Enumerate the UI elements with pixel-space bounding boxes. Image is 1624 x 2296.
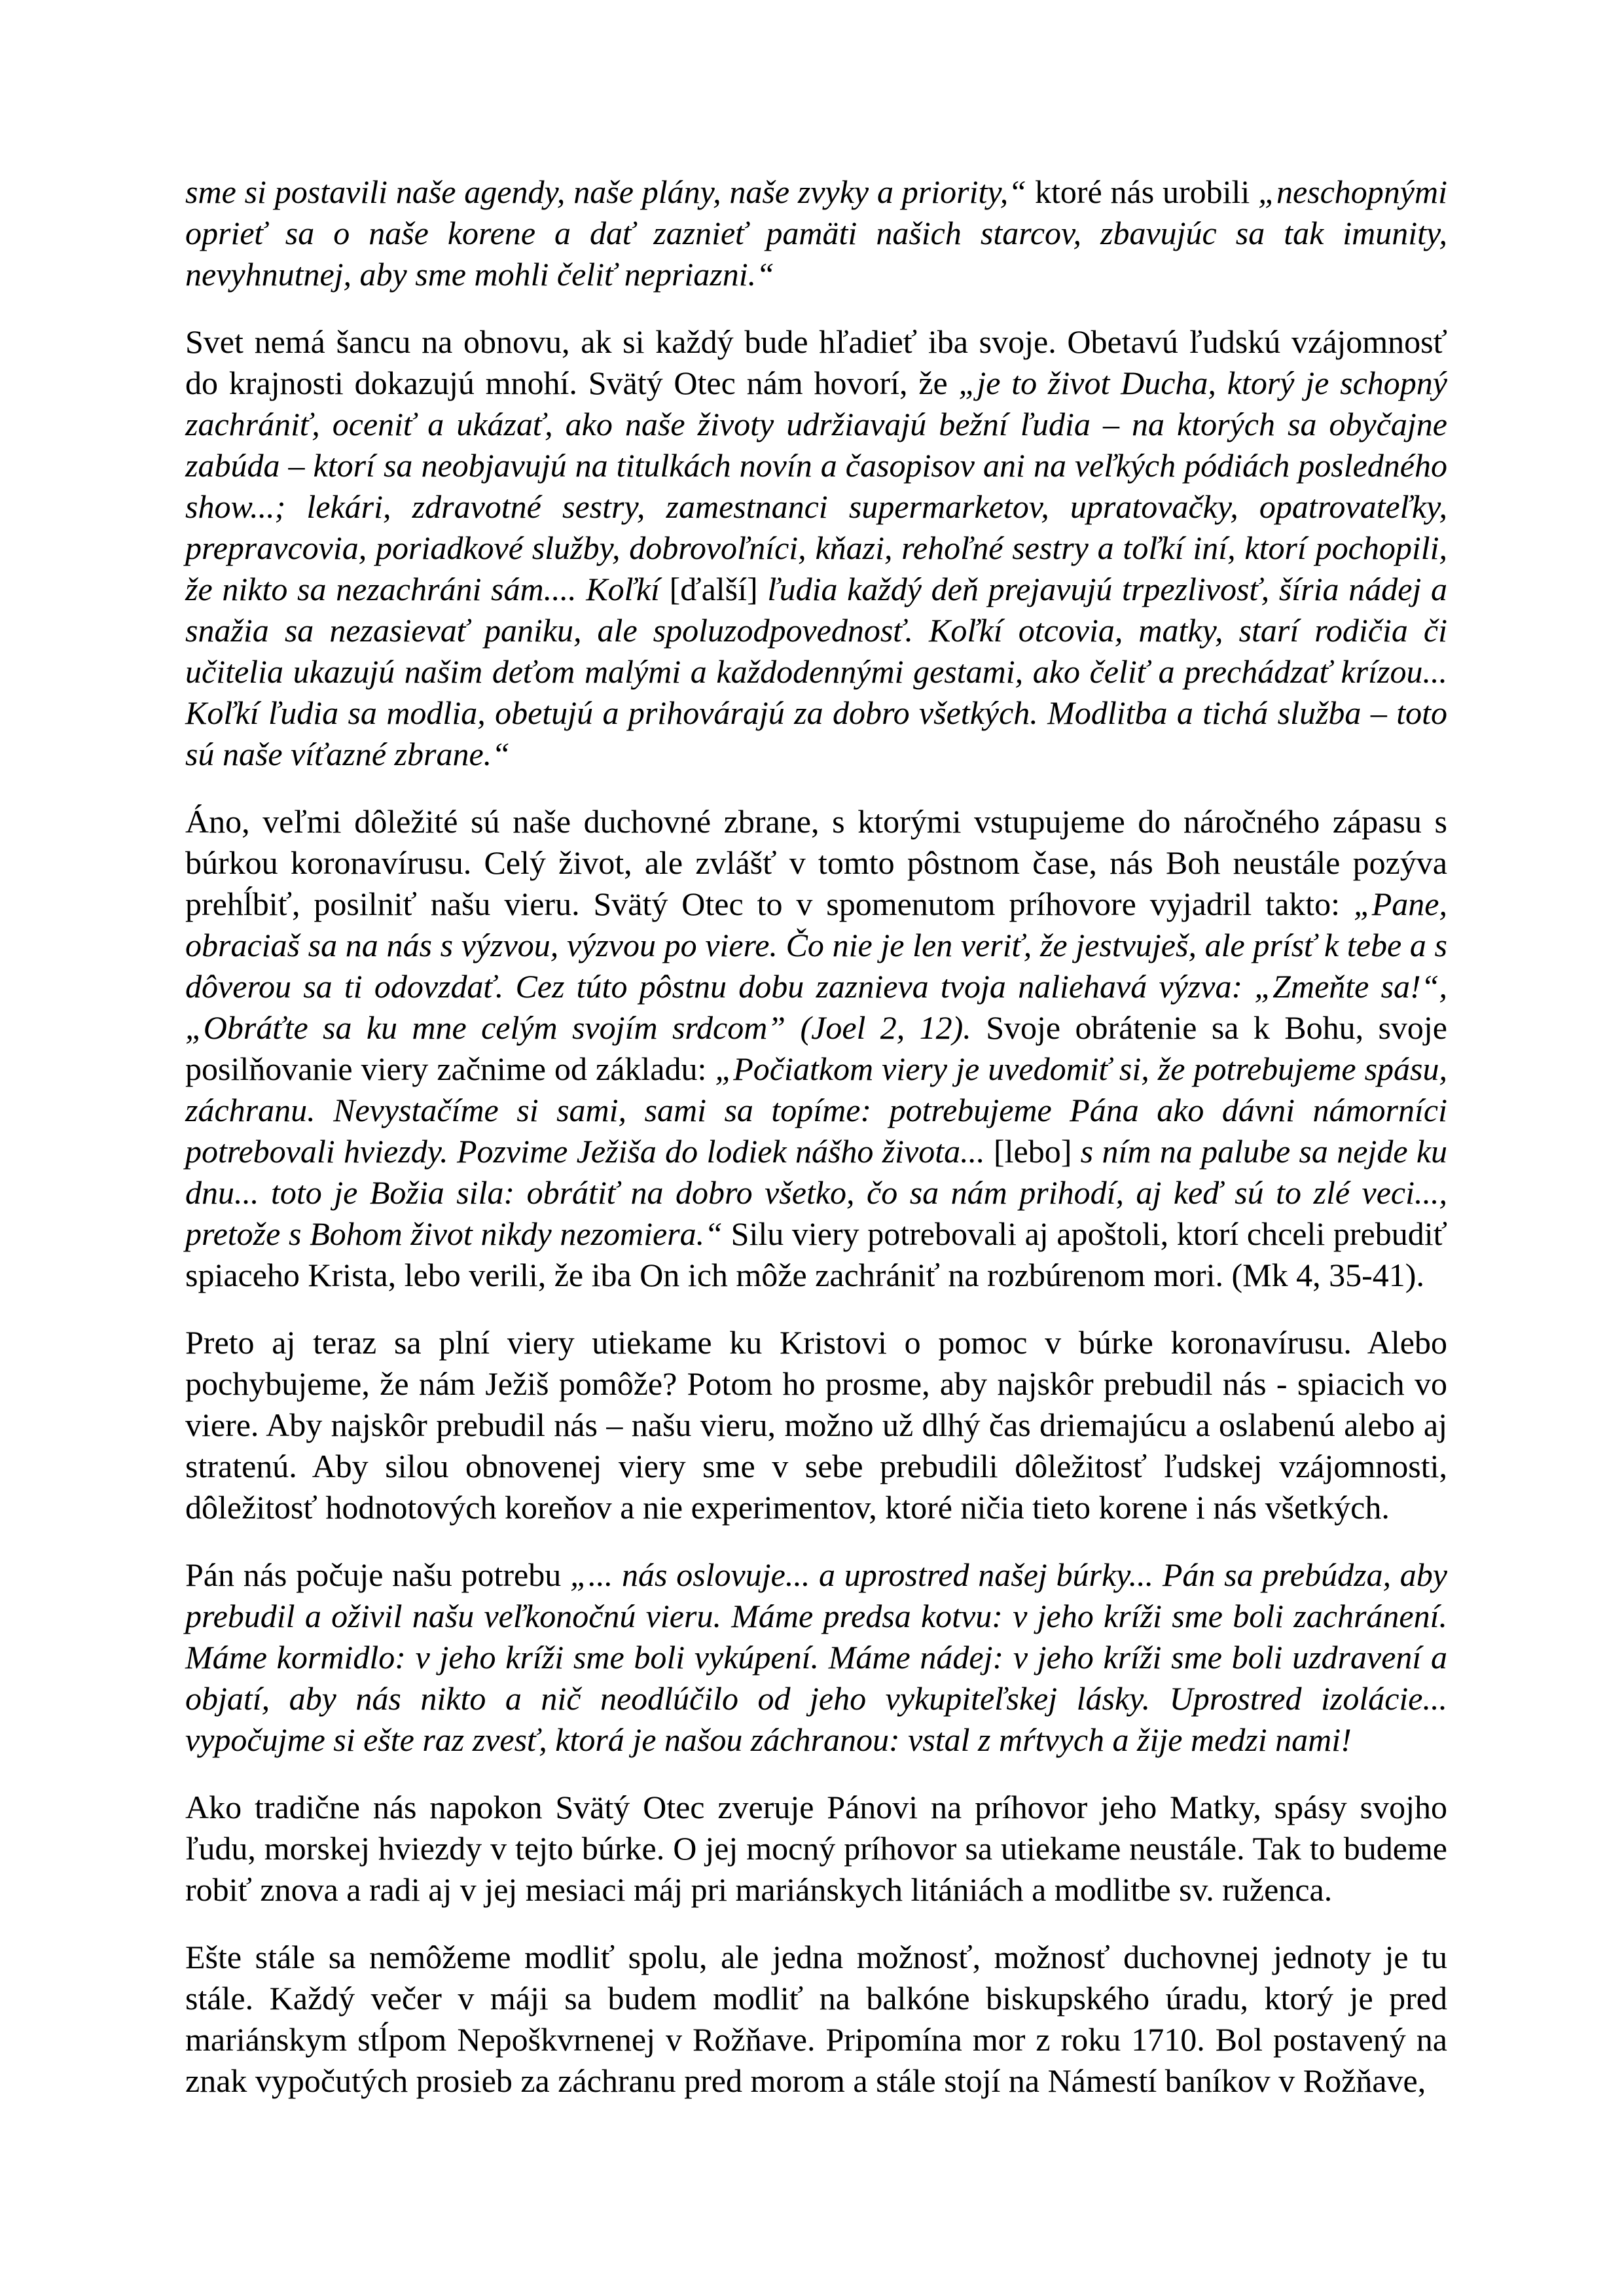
document-body <box>185 171 1447 2128</box>
text-run-italic: „Pane, obraciaš sa na nás s výzvou, výzvou po viere. Čo nie je len veriť, že jestvuješ, ale prísť k tebe a s dôverou sa ti odovzdať. Cez túto pôstnu dobu zaznieva tvoja naliehavá výzva: „Zmeňte sa!“, „Obráťte sa ku mne celým svojím srdcom” (Joel 2, 12). <box>185 886 1447 1046</box>
text-run-regular: Preto aj teraz sa plní viery utiekame ku Kristovi o pomoc v búrke koronavírusu. Alebo pochybujeme, že nám Ježiš pomôže? Potom ho prosme, aby najskôr prebudil nás - spiacich vo viere. Aby najskôr prebudil nás – našu vieru, možno už dlhý čas driemajúcu a oslabenú alebo aj stratenú. Aby silou obnovenej viery sme v sebe prebudili dôležitosť ľudskej vzájomnosti, dôležitosť hodnotových koreňov a nie experimentov, ktoré ničia tieto korene i nás všetkých. <box>185 1324 1447 1526</box>
text-run-regular: Pán nás počuje našu potrebu <box>185 1556 570 1593</box>
text-run-italic: ľudia každý deň prejavujú trpezlivosť, šíria nádej a snažia sa nezasievať paniku, ale spoluzodpovednosť. Koľkí otcovia, matky, starí rodičia či učitelia ukazujú našim deťom malými a každodennými gestami, ako čeliť a prechádzať krízou... Koľkí ľudia sa modlia, obetujú a prihovárajú za dobro všetkých. Modlitba a tichá služba – toto sú naše víťazné zbrane.“ <box>185 571 1448 772</box>
text-run-regular: Svoje obrátenie sa k Bohu, svoje posilňovanie viery začnime od základu: <box>185 1009 1447 1087</box>
text-run-italic: „... nás oslovuje... a uprostred našej búrky... Pán sa prebúdza, aby prebudil a oživil našu veľkonočnú vieru. Máme predsa kotvu: v jeho kríži sme boli zachránení. Máme kormidlo: v jeho kríži sme boli vykúpení. Máme nádej: v jeho kríži sme boli uzdravení a objatí, aby nás nikto a nič neodlúčilo od jeho vykupiteľskej lásky. Uprostred izolácie... vypočujme si ešte raz zvesť, ktorá je našou záchranou: vstal z mŕtvych a žije medzi nami! <box>185 1556 1447 1758</box>
text-run-regular: Ako tradične nás napokon Svätý Otec zveruje Pánovi na príhovor jeho Matky, spásy svojho ľudu, morskej hviezdy v tejto búrke. O jej mocný príhovor sa utiekame neustále. Tak to budeme robiť znova a radi aj v jej mesiaci máj pri mariánskych litániách a modlitbe sv. ruženca. <box>185 1789 1447 1908</box>
text-run-regular: Áno, veľmi dôležité sú naše duchovné zbrane, s ktorými vstupujeme do náročného zápasu s búrkou koronavírusu. Celý život, ale zvlášť v tomto pôstnom čase, nás Boh neustále pozýva prehĺbiť, posilniť našu vieru. Svätý Otec to v spomenutom príhovore vyjadril takto: <box>185 803 1447 922</box>
paragraph-6 <box>185 1787 1447 1910</box>
paragraph-7 <box>185 1937 1447 2102</box>
text-run-regular: [ďalší] <box>669 571 768 607</box>
text-run-italic: s ním na palube sa nejde ku dnu... toto je Božia sila: obrátiť na dobro všetko, čo sa nám prihodí, aj keď sú to zlé veci..., pretože s Bohom život nikdy nezomiera.“ <box>185 1133 1448 1252</box>
text-run-italic: „Počiatkom viery je uvedomiť si, že potrebujeme spásu, záchranu. Nevystačíme si sami, sami sa topíme: potrebujeme Pána ako dávni námorníci potrebovali hviezdy. Pozvime Ježiša do lodiek nášho života... <box>185 1050 1447 1170</box>
paragraph-5 <box>185 1554 1447 1761</box>
paragraph-4 <box>185 1322 1447 1528</box>
text-run-regular: [lebo] <box>993 1133 1081 1170</box>
text-run-italic: sme si postavili naše agendy, naše plány, naše zvyky a priority,“ <box>185 173 1035 210</box>
text-run-italic: „je to život Ducha, ktorý je schopný zachrániť, oceniť a ukázať, ako naše životy udržiavajú bežní ľudia – na ktorých sa obyčajne zabúda – ktorí sa neobjavujú na titulkách novín a časopisov ani na veľkých pódiách posledného show...; lekári, zdravotné sestry, zamestnanci supermarketov, upratovačky, opatrovateľky, prepravcovia, poriadkové služby, dobrovoľníci, kňazi, rehoľné sestry a toľkí iní, ktorí pochopili, že nikto sa nezachráni sám.... Koľkí <box>185 365 1447 607</box>
paragraph-3 <box>185 801 1447 1296</box>
text-run-regular: ktoré nás urobili <box>1034 173 1259 210</box>
text-run-regular: Ešte stále sa nemôžeme modliť spolu, ale jedna možnosť, možnosť duchovnej jednoty je tu stále. Každý večer v máji sa budem modliť na balkóne biskupského úradu, ktorý je pred mariánskym stĺpom Nepoškvrnenej v Rožňave. Pripomína mor z roku 1710. Bol postavený na znak vypočutých prosieb za záchranu pred morom a stále stojí na Námestí baníkov v Rožňave, <box>185 1939 1447 2099</box>
text-run-regular: Svet nemá šancu na obnovu, ak si každý bude hľadieť iba svoje. Obetavú ľudskú vzájomnosť do krajnosti dokazujú mnohí. Svätý Otec nám hovorí, že <box>185 323 1447 401</box>
text-run-italic: „neschopnými oprieť sa o naše korene a dať zaznieť pamäti našich starcov, zbavujúc sa tak imunity, nevyhnutnej, aby sme mohli čeliť nepriazni.“ <box>185 173 1447 293</box>
paragraph-2 <box>185 321 1447 775</box>
paragraph-1 <box>185 171 1447 295</box>
text-run-regular: Silu viery potrebovali aj apoštoli, ktorí chceli prebudiť spiaceho Krista, lebo verili, že iba On ich môže zachrániť na rozbúrenom mori. (Mk 4, 35-41). <box>185 1215 1447 1293</box>
